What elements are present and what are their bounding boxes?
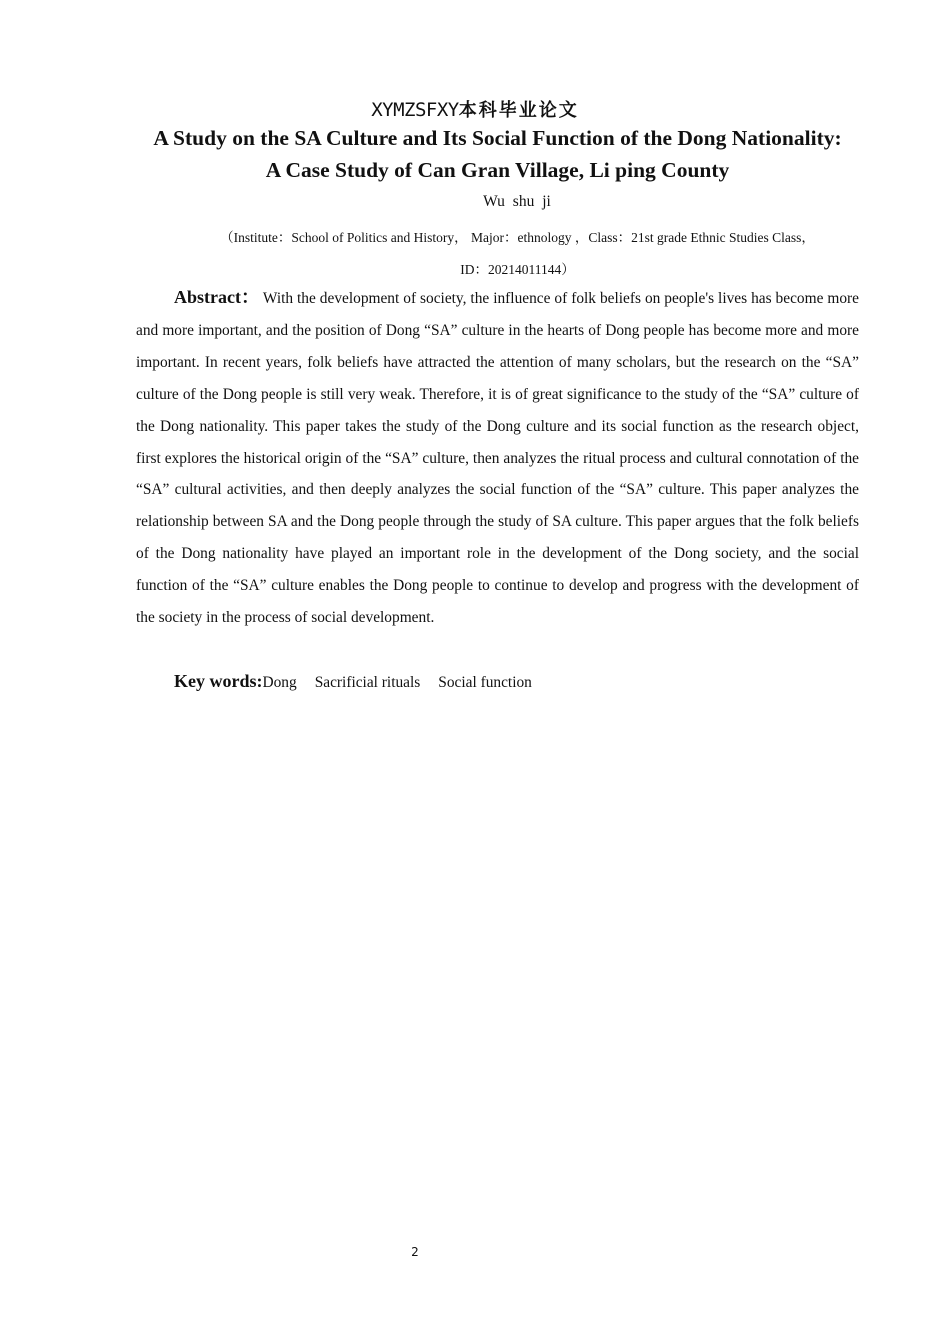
abstract-label: Abstract： [174,287,260,307]
page-number: 2 [411,1245,419,1259]
paper-title [120,122,875,186]
thesis-type: 本科毕业论文 [458,100,579,121]
keyword-item: Social function [438,674,532,691]
author-affiliation [130,222,905,286]
school-code: XYMZSFXY [371,99,459,121]
thesis-header [0,96,950,125]
abstract-text: With the development of society, the influence of folk beliefs on people's lives has become more and more important, and the position of Dong “SA” culture in the hearts of Dong people has become more and more important. In recent years, folk beliefs have attracted the attention of many scholars, but the research on the “SA” culture of the Dong people is still very weak. Therefore, it is of great significance to the study of the “SA” culture of the Dong nationality. This paper takes the study of the Dong culture and its social function as the research object, first explores the historical origin of the “SA” culture, then analyzes the ritual process and cultural connotation of the “SA” cultural activities, and then deeply analyzes the social function of the “SA” culture. This paper analyzes the relationship between SA and the Dong people through the study of SA culture. This paper argues that the folk beliefs of the Dong nationality have played an important role in the development of the Dong society, and the social function of the “SA” culture enables the Dong people to continue to develop and progress with the development of the society in the process of social development. [136,290,859,627]
keyword-item: Dong [262,674,297,691]
keywords-label: Key words: [174,671,263,691]
keyword-item: Sacrificial rituals [314,674,421,691]
affiliation-line-2: ID：20214011144） [460,262,575,277]
author-name: Wu shu ji [483,193,551,210]
keywords-line [174,668,864,696]
paper-title-line-1: A Study on the SA Culture and Its Social Function of the Dong Nationality: [153,126,842,150]
paper-title-line-2: A Case Study of Can Gran Village, Li ping County [265,158,730,182]
affiliation-line-1: （Institute：School of Politics and History， Major：ethnology ，Class：21st grade Ethnic Studies Class， [220,230,815,245]
abstract-paragraph [136,282,859,634]
